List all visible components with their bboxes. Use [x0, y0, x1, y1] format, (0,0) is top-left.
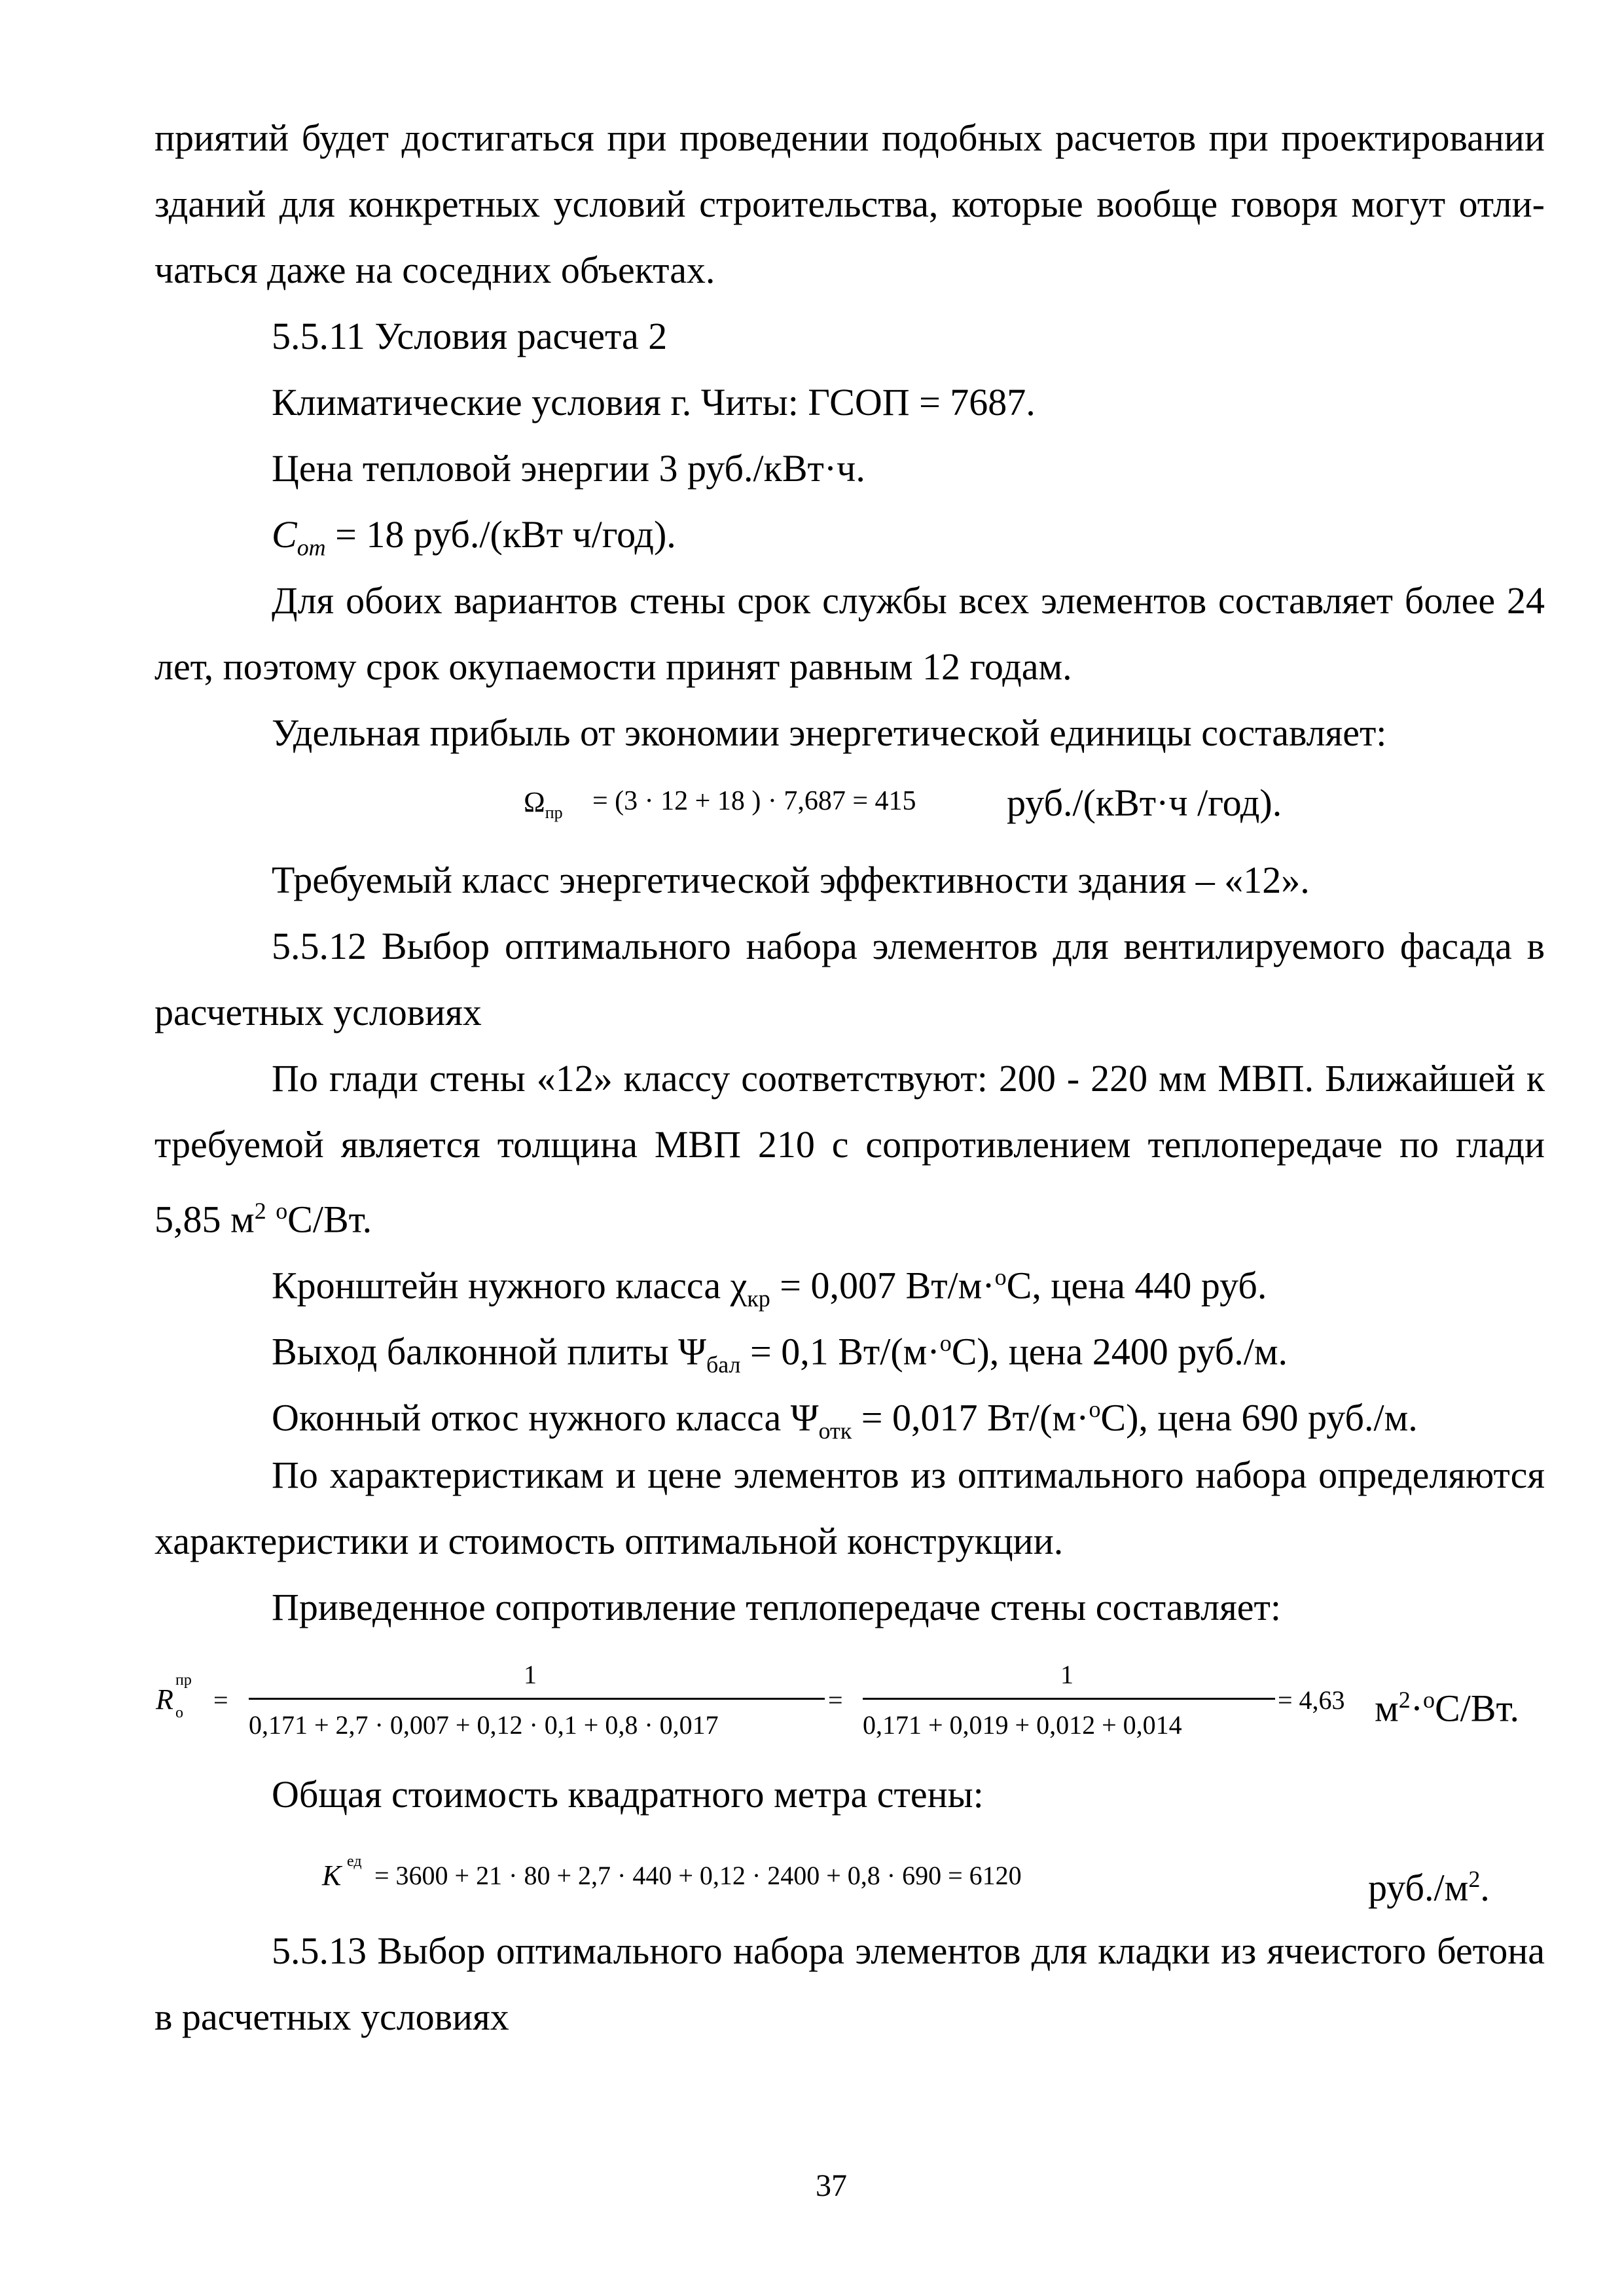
window-spec: Оконный откос нужного класса $\Psi_{отк} = 0,017$ Вт/(м·$^о$С), цена 690 руб./м.	[272, 1396, 1418, 1444]
paragraph-line: чаться даже на соседних объектах.	[154, 249, 715, 291]
paragraph-line: лет, поэтому срок окупаемости принят равным 12 годам.	[154, 645, 1072, 688]
section-heading-5-5-12-cont: расчетных условиях	[154, 991, 482, 1033]
balcony-spec: Выход балконной плиты $\Psi_{бал} = 0,1$ Вт/(м·$^о$С), цена 2400 руб./м.	[272, 1330, 1288, 1378]
resistance-intro: Приведенное сопротивление теплопередаче стены составляет:	[272, 1586, 1281, 1628]
paragraph-line: характеристики и стоимость оптимальной конструкции.	[154, 1520, 1064, 1562]
section-heading-5-5-11: 5.5.11 Условия расчета 2	[272, 315, 668, 357]
energy-price-text: Цена тепловой энергии 3 руб./кВт·ч.	[272, 447, 865, 490]
section-heading-5-5-13-cont: в расчетных условиях	[154, 1996, 509, 2038]
paragraph-line: По характеристикам и цене элементов из оптимального набора определяются	[272, 1454, 1545, 1496]
page-number: 37	[816, 2168, 847, 2203]
climate-text: Климатические условия г. Читы: ГСОП = 7687.	[272, 381, 1036, 423]
section-heading-5-5-13: 5.5.13 Выбор оптимального набора элементов для кладки из ячеистого бетона	[272, 1929, 1545, 1972]
section-heading-5-5-12: 5.5.12 Выбор оптимального набора элементов для вентилируемого фасада в	[272, 925, 1545, 967]
paragraph-line: зданий для конкретных условий строительства, которые вообще говоря могут отли-	[154, 183, 1545, 225]
profit-intro: Удельная прибыль от экономии энергетической единицы составляет:	[272, 711, 1387, 754]
bracket-spec: Кронштейн нужного класса $\chi_{кр} = 0,007$ Вт/м·$^о$С, цена 440 руб.	[272, 1264, 1267, 1312]
com-text: $C_{от} = 18$ руб./(кВт ч/год).	[272, 513, 676, 561]
paragraph-line: приятий будет достигаться при проведении подобных расчетов при проектировании	[154, 117, 1545, 159]
paragraph-line: Для обоих вариантов стены срок службы всех элементов составляет более 24	[272, 579, 1545, 622]
class-requirement: Требуемый класс энергетической эффективности здания – «12».	[272, 859, 1310, 901]
paragraph-line: 5,85 $м^2$ $^о$С/Вт.	[154, 1198, 372, 1241]
paragraph-line: требуемой является толщина МВП 210 с сопротивлением теплопередаче по глади	[154, 1123, 1545, 1166]
cost-intro: Общая стоимость квадратного метра стены:	[272, 1773, 984, 1816]
paragraph-line: По глади стены «12» классу соответствуют: 200 - 220 мм МВП. Ближайшей к	[272, 1057, 1545, 1100]
